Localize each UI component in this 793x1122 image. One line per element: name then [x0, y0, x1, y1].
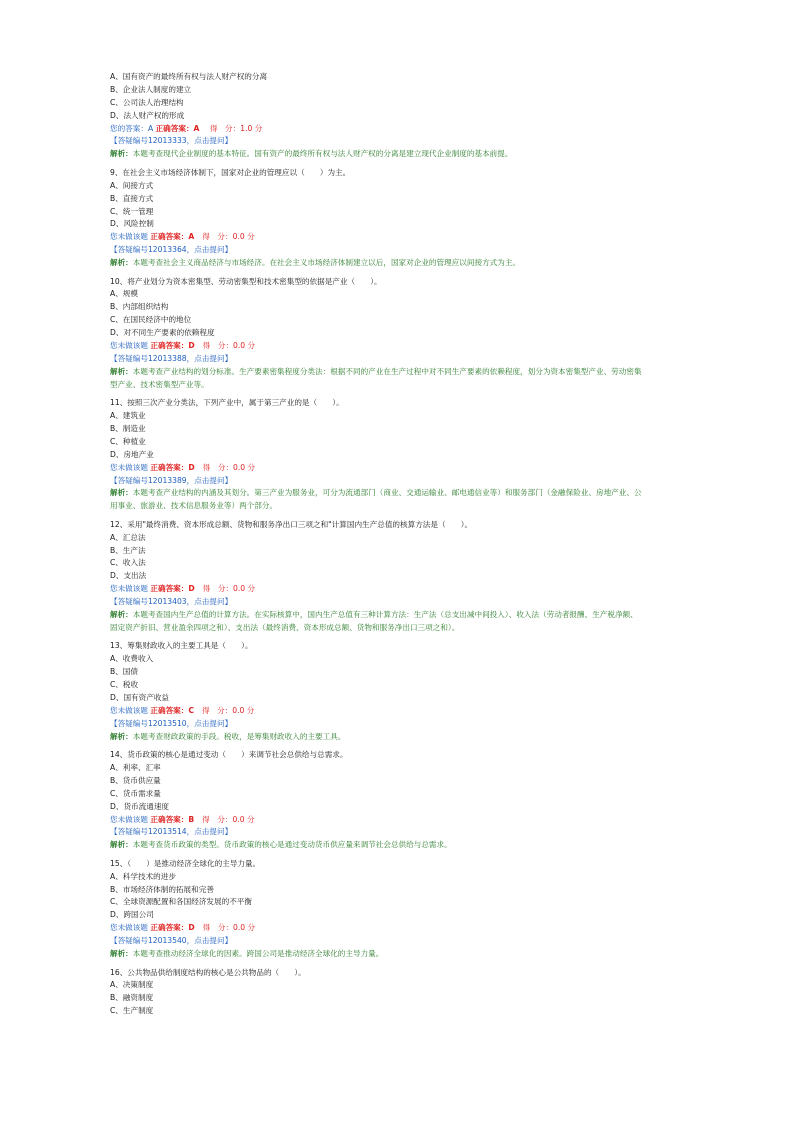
question-block [110, 397, 710, 513]
explanation-text: 本题考查现代企业制度的基本特征。国有资产的最终所有权与法人财产权的分离是建立现代企业制度的基本前提。 [132, 149, 513, 159]
explanation-text: 型产业、技术密集型产业等。 [110, 379, 209, 389]
explanation-label: 解析： [110, 488, 133, 498]
option-b: B、制造业 [110, 423, 146, 433]
correct-answer: 正确答案：D [150, 341, 195, 350]
score: 得 分：0.0 分 [202, 462, 256, 472]
option-a: A、利率、汇率 [110, 762, 161, 772]
explanation-line [110, 839, 710, 852]
score: 得 分：1.0 分 [209, 123, 263, 133]
not-answered-status: 您未做该题 [110, 232, 148, 242]
option-c: C、收入法 [110, 558, 146, 568]
option-a: A、科学技术的进步 [110, 871, 176, 881]
explanation-line [110, 731, 710, 744]
not-answered-status: 您未做该题 [110, 814, 148, 824]
correct-answer: 正确答案：A [150, 232, 195, 242]
option-b: B、企业法人制度的建立 [110, 84, 192, 94]
question-stem: 14、货币政策的核心是通过变动（ ）来调节社会总供给与总需求。 [110, 750, 348, 760]
option-c: C、公司法人治理结构 [110, 97, 184, 107]
question-block [110, 749, 710, 852]
explanation-label: 解析： [110, 149, 133, 159]
ask-question-link[interactable]: 【答疑编号12013333，点击提问】 [110, 136, 233, 146]
answer-status-row [110, 123, 710, 136]
not-answered-status: 您未做该题 [110, 923, 148, 933]
question-block [110, 858, 710, 961]
not-answered-status: 您未做该题 [110, 584, 148, 594]
option-a: A、国有资产的最终所有权与法人财产权的分离 [110, 72, 268, 81]
question-block-16 [110, 967, 710, 1019]
ask-question-link[interactable]: 【答疑编号12013510，点击提问】 [110, 718, 233, 728]
option-d: D、法人财产权的形成 [110, 110, 185, 120]
option-d: D、货币流通速度 [110, 801, 170, 811]
explanation-label: 解析： [110, 366, 133, 376]
question-stem: 12、采用"最终消费、资本形成总额、货物和服务净出口三项之和"计算国内生产总值的核算方法是（ ）。 [110, 519, 473, 529]
explanation-line [110, 622, 710, 635]
option-a: A、收费收入 [110, 654, 154, 664]
exam-review-page [110, 71, 710, 1018]
explanation-label: 解析： [110, 610, 133, 619]
explanation-line [110, 500, 710, 513]
question-block [110, 519, 710, 635]
option-b: B、融资制度 [110, 993, 154, 1003]
correct-answer: 正确答案：A [155, 123, 200, 133]
explanation-line [110, 257, 710, 270]
not-answered-status: 您未做该题 [110, 341, 148, 350]
option-a: A、规模 [110, 289, 138, 299]
option-d: D、国有资产收益 [110, 692, 170, 702]
option-d: D、风险控制 [110, 219, 154, 229]
explanation-label: 解析： [110, 840, 133, 850]
ask-question-link[interactable]: 【答疑编号12013389，点击提问】 [110, 475, 233, 485]
option-c: C、种植业 [110, 436, 146, 446]
score: 得 分：0.0 分 [202, 341, 256, 350]
answer-status-row [110, 340, 710, 353]
option-c: C、生产制度 [110, 1006, 154, 1016]
explanation-text: 固定资产折旧、营业盈余四项之和）、支出法（最终消费、资本形成总额、货物和服务净出口三项之和）。 [110, 622, 460, 632]
ask-question-link[interactable]: 【答疑编号12013403，点击提问】 [110, 597, 233, 607]
correct-answer: 正确答案：D [150, 584, 195, 594]
explanation-text: 本题考查财政政策的手段。税收，是筹集财政收入的主要工具。 [132, 731, 346, 741]
correct-answer: 正确答案：B [150, 814, 195, 824]
answer-status-row [110, 462, 710, 475]
explanation-label: 解析： [110, 258, 133, 268]
ask-question-link[interactable]: 【答疑编号12013540，点击提问】 [110, 936, 233, 946]
answer-status-row [110, 705, 710, 718]
question-stem: 15、（ ）是推动经济全球化的主导力量。 [110, 858, 261, 868]
score: 得 分：0.0 分 [202, 584, 256, 594]
option-c: C、在国民经济中的地位 [110, 315, 192, 325]
explanation [110, 148, 710, 161]
ask-question-link[interactable]: 【答疑编号12013388，点击提问】 [110, 353, 233, 363]
answer-status-row [110, 583, 710, 596]
question-block [110, 276, 710, 392]
option-c: C、税收 [110, 680, 139, 690]
explanation-label: 解析： [110, 731, 133, 741]
question-block-8 [110, 71, 710, 161]
option-c: C、货币需求量 [110, 788, 161, 798]
option-a: A、汇总法 [110, 532, 146, 542]
question-list [110, 161, 710, 961]
option-b: B、生产法 [110, 545, 146, 555]
ask-question-link[interactable]: 【答疑编号12013364，点击提问】 [110, 245, 233, 255]
explanation-text: 本题考查社会主义商品经济与市场经济。在社会主义市场经济体制建立以后，国家对企业的管理应以间接方式为主。 [132, 258, 521, 268]
question-stem: 10、将产业划分为资本密集型、劳动密集型和技术密集型的依据是产业（ ）。 [110, 276, 382, 286]
score: 得 分：0.0 分 [202, 814, 255, 824]
question-stem: 16、公共物品供给制度结构的核心是公共物品的（ ）。 [110, 967, 306, 977]
option-d: D、支出法 [110, 571, 147, 581]
question-stem: 11、按照三次产业分类法，下列产业中，属于第三产业的是（ ）。 [110, 398, 344, 408]
answer-status-row [110, 814, 710, 827]
explanation-line [110, 487, 710, 500]
option-b: B、货币供应量 [110, 775, 161, 785]
explanation-label: 解析： [110, 949, 133, 959]
correct-answer: 正确答案：C [150, 705, 194, 715]
correct-answer: 正确答案：D [150, 462, 195, 472]
explanation-line [110, 948, 710, 961]
option-b: B、内部组织结构 [110, 302, 169, 312]
score: 得 分：0.0 分 [202, 923, 256, 933]
answer-status-row [110, 922, 710, 935]
explanation-text: 用事业、旅游业、技术信息服务业等）两个部分。 [110, 501, 278, 511]
explanation-text: 本题考查产业结构的划分标准。生产要素密集程度分类法：根据不同的产业在生产过程中对不同生产要素的依赖程度，划分为资本密集型产业、劳动密集 [132, 366, 642, 376]
option-b: B、国债 [110, 667, 138, 677]
explanation-line [110, 366, 710, 379]
explanation-text: 本题考查国内生产总值的计算方法。在实际核算中，国内生产总值有三种计算方法：生产法（总支出减中间投入）、收入法（劳动者报酬、生产税净额、 [132, 610, 638, 619]
option-d: D、房地产业 [110, 449, 154, 459]
option-b: B、市场经济体制的拓展和完善 [110, 884, 214, 894]
correct-answer: 正确答案：D [150, 923, 195, 933]
explanation-text: 本题考查货币政策的类型。货币政策的核心是通过变动货币供应量来调节社会总供给与总需求。 [132, 840, 452, 850]
score: 得 分：0.0 分 [201, 705, 255, 715]
score: 得 分：0.0 分 [202, 232, 255, 242]
option-a: A、建筑业 [110, 411, 146, 421]
explanation-text: 本题考查推动经济全球化的因素。跨国公司是推动经济全球化的主导力量。 [132, 949, 384, 959]
option-d: D、对不同生产要素的依赖程度 [110, 328, 215, 338]
option-c: C、全球资源配置和各国经济发展的不平衡 [110, 897, 252, 907]
your-answer: 您的答案：A [110, 123, 154, 133]
question-stem: 13、筹集财政收入的主要工具是（ ）。 [110, 641, 253, 651]
answer-status-row [110, 231, 710, 244]
question-block [110, 167, 710, 270]
option-a: A、决策制度 [110, 980, 154, 990]
option-b: B、直接方式 [110, 193, 154, 203]
option-a: A、间接方式 [110, 180, 154, 190]
explanation-line [110, 609, 710, 622]
ask-question-link[interactable]: 【答疑编号12013514，点击提问】 [110, 827, 233, 837]
question-stem: 9、在社会主义市场经济体制下，国家对企业的管理应以（ ）为主。 [110, 167, 351, 177]
question-block [110, 640, 710, 743]
explanation-line [110, 379, 710, 392]
not-answered-status: 您未做该题 [110, 705, 148, 715]
explanation-text: 本题考查产业结构的内涵及其划分。第三产业为服务业，可分为流通部门（商业、交通运输业、邮电通信业等）和服务部门（金融保险业、房地产业、公 [132, 488, 642, 498]
not-answered-status: 您未做该题 [110, 462, 148, 472]
option-c: C、统一管理 [110, 206, 154, 216]
option-d: D、跨国公司 [110, 910, 154, 920]
